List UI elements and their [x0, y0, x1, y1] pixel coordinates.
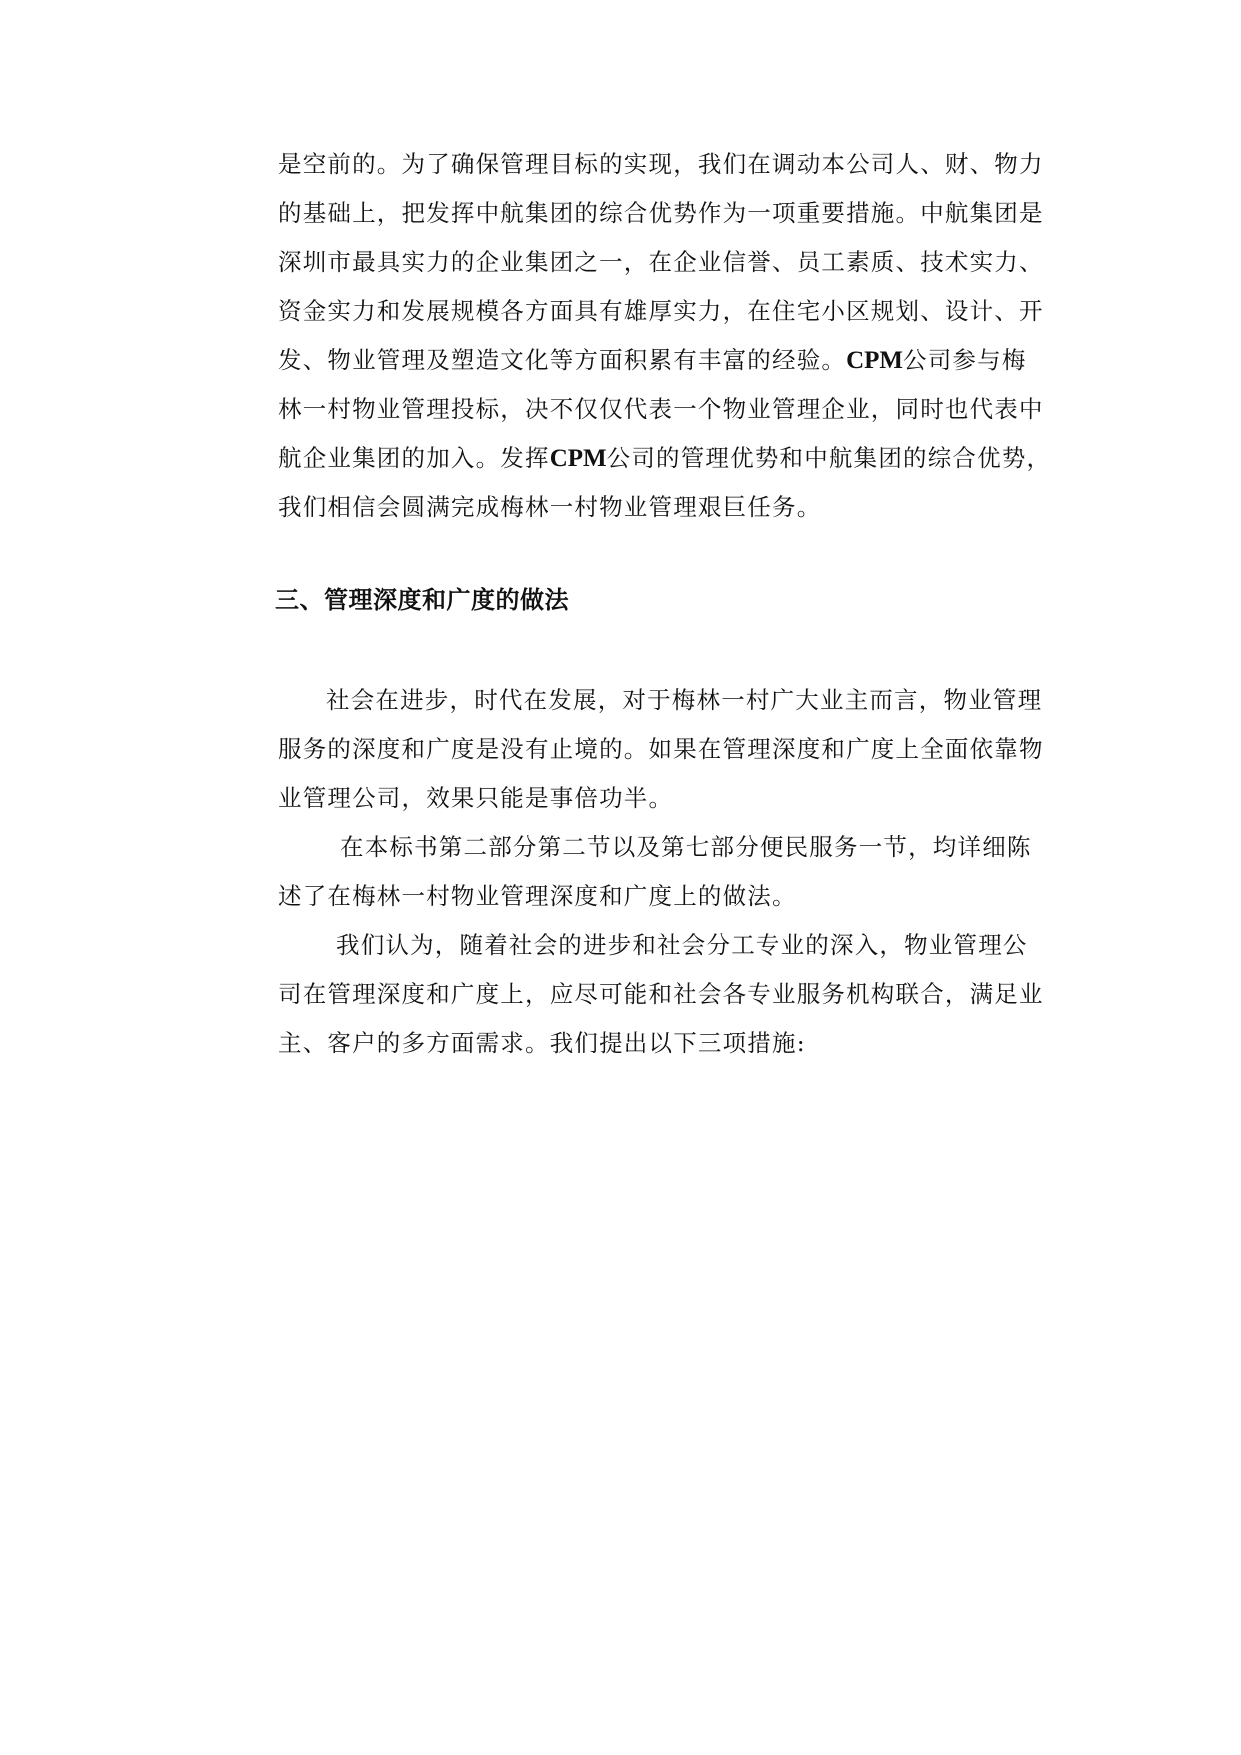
paragraph-intro: [278, 140, 1052, 532]
text-line: 的基础上，把发挥中航集团的综合优势作为一项重要措施。中航集团是: [278, 199, 1044, 227]
text-line: [278, 336, 1048, 385]
company-abbreviation: CPM: [549, 445, 607, 472]
text-segment: 航企业集团的加入。发挥: [278, 444, 550, 472]
text-segment: 公司参与梅: [903, 346, 1027, 374]
text-line: 林一村物业管理投标，决不仅仅代表一个物业管理企业，同时也代表中: [278, 395, 1044, 423]
text-line: 服务的深度和广度是没有止境的。如果在管理深度和广度上全面依靠物: [278, 735, 1044, 763]
company-abbreviation: CPM: [846, 347, 904, 374]
text-line: 业管理公司，效果只能是事倍功半。: [278, 784, 674, 812]
text-line: 主、客户的多方面需求。我们提出以下三项措施:: [278, 1029, 806, 1057]
text-line: 述了在梅林一村物业管理深度和广度上的做法。: [278, 882, 797, 910]
text-line: 资金实力和发展规模各方面具有雄厚实力，在住宅小区规划、设计、开: [278, 297, 1044, 325]
section-heading: 三、管理深度和广度的做法: [275, 586, 569, 614]
text-line: 是空前的。为了确保管理目标的实现，我们在调动本公司人、财、物力: [278, 150, 1044, 178]
text-line: 我们认为，随着社会的进步和社会分工专业的深入，物业管理公: [336, 931, 1028, 959]
section-body: [278, 676, 1048, 1068]
text-segment: 发、物业管理及塑造文化等方面积累有丰富的经验。: [278, 346, 847, 374]
text-segment: 公司的管理优势和中航集团的综合优势，: [606, 444, 1052, 472]
text-line: [278, 434, 1052, 483]
text-line: 在本标书第二部分第二节以及第七部分便民服务一节，均详细陈: [340, 833, 1032, 861]
text-line: 深圳市最具实力的企业集团之一，在企业信誉、员工素质、技术实力、: [278, 248, 1044, 276]
text-line: 司在管理深度和广度上，应尽可能和社会各专业服务机构联合，满足业: [278, 980, 1044, 1008]
text-line: 我们相信会圆满完成梅林一村物业管理艰巨任务。: [278, 493, 822, 521]
text-line: 社会在进步，时代在发展，对于梅林一村广大业主而言，物业管理: [326, 686, 1043, 714]
